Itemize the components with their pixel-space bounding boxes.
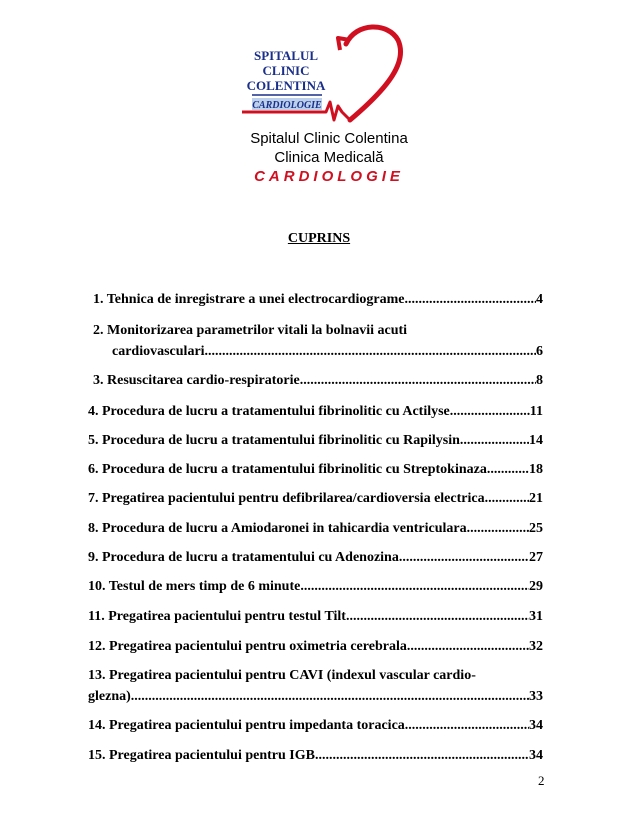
toc-entry-5[interactable]: 5. Procedura de lucru a tratamentului fibrinolitic cu Rapilysin ..... 14 bbox=[88, 432, 543, 449]
toc-title: CUPRINS bbox=[287, 231, 351, 246]
toc-entry-12[interactable]: 12. Pregatirea pacientului pentru oximetria cerebrala ..... 32 bbox=[88, 638, 543, 655]
toc-entry-13[interactable]: 13. Pregatirea pacientului pentru CAVI (indexul vascular cardio- glezna) ..... 33 bbox=[88, 667, 543, 705]
toc-entry-6[interactable]: 6. Procedura de lucru a tratamentului fibrinolitic cu Streptokinaza ..... 18 bbox=[88, 461, 543, 478]
toc-entry-9[interactable]: 9. Procedura de lucru a tratamentului cu Adenozina ..... 27 bbox=[88, 549, 543, 566]
toc-entry-4[interactable]: 4. Procedura de lucru a tratamentului fibrinolitic cu Actilyse ..... 11 bbox=[88, 403, 543, 420]
department-name: CARDIOLOGIE bbox=[254, 168, 404, 185]
clinic-name: Clinica Medicală bbox=[274, 149, 384, 166]
logo-line-3: COLENTINA bbox=[246, 78, 326, 93]
toc-entry-7[interactable]: 7. Pregatirea pacientului pentru defibrilarea/cardioversia electrica ..... 21 bbox=[88, 490, 543, 507]
hospital-name: Spitalul Clinic Colentina bbox=[250, 130, 408, 147]
page-number: 2 bbox=[538, 773, 545, 788]
toc-entry-3[interactable]: 3. Resuscitarea cardio-respiratorie ..... 8 bbox=[93, 372, 543, 389]
toc-entry-14[interactable]: 14. Pregatirea pacientului pentru impedanta toracica ..... 34 bbox=[88, 717, 543, 734]
logo-line-1: SPITALUL bbox=[253, 48, 319, 63]
toc-entry-10[interactable]: 10. Testul de mers timp de 6 minute ..... 29 bbox=[88, 578, 543, 595]
toc-entry-2[interactable]: 2. Monitorizarea parametrilor vitali la bolnavii acuti cardiovasculari ..... 6 bbox=[93, 322, 543, 360]
toc-entry-8[interactable]: 8. Procedura de lucru a Amiodaronei in tahicardia ventriculara ..... 25 bbox=[88, 520, 543, 537]
logo-tag: CARDIOLOGIE bbox=[252, 100, 322, 111]
toc-entry-15[interactable]: 15. Pregatirea pacientului pentru IGB ..... 34 bbox=[88, 747, 543, 764]
logo-line-2: CLINIC bbox=[262, 63, 310, 78]
toc-entry-1[interactable]: 1. Tehnica de inregistrare a unei electrocardiograme ..... 4 bbox=[93, 291, 543, 308]
toc-entry-11[interactable]: 11. Pregatirea pacientului pentru testul Tilt ..... 31 bbox=[88, 608, 543, 625]
